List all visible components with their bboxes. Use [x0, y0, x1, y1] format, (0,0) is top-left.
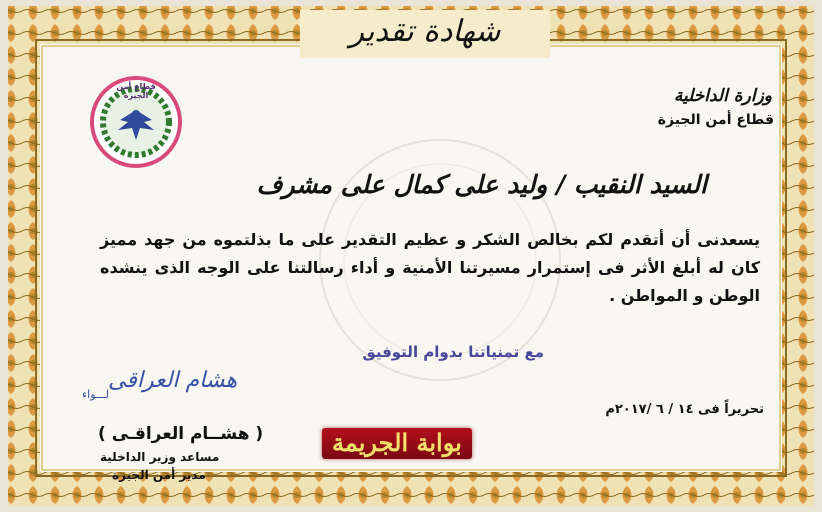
addressee-line: السيد النقيب / وليد على كمال على مشرف [256, 170, 707, 199]
ministry-name: وزارة الداخلية [673, 86, 772, 106]
best-wishes-line: مع تمنياتنا بدوام التوفيق [362, 343, 544, 361]
certificate-title: شهادة تقدير [349, 14, 501, 49]
certificate-body-text: يسعدنى أن أتقدم لكم بخالص الشكر و عظيم التقدير على ما بذلتموه من جهد مميز كان له أبلغ الأثر فى إستمرار مسيرتنا الأمنية و أداء رسالتنا على الوجه الذى ينشده الوطن و المواطن . [100, 230, 760, 305]
signatory-role: مساعد وزير الداخلية [100, 450, 220, 464]
watermark-stamp: بوابة الجريمة [322, 428, 472, 459]
signatory-name: ( هشــام العراقـى ) [98, 424, 264, 444]
handwritten-signature: هشام العراقى [108, 368, 238, 393]
signatory-rank: لـــواء [82, 388, 109, 401]
emblem-label: قطاع أمن الجيزة [116, 82, 156, 100]
issue-date: تحريراً فى ١٤ / ٦ /٢٠١٧م [605, 402, 764, 417]
security-sector-name: قطاع أمن الجيزة [657, 112, 774, 128]
signatory-title: مدير أمن الجيزة [112, 468, 206, 482]
